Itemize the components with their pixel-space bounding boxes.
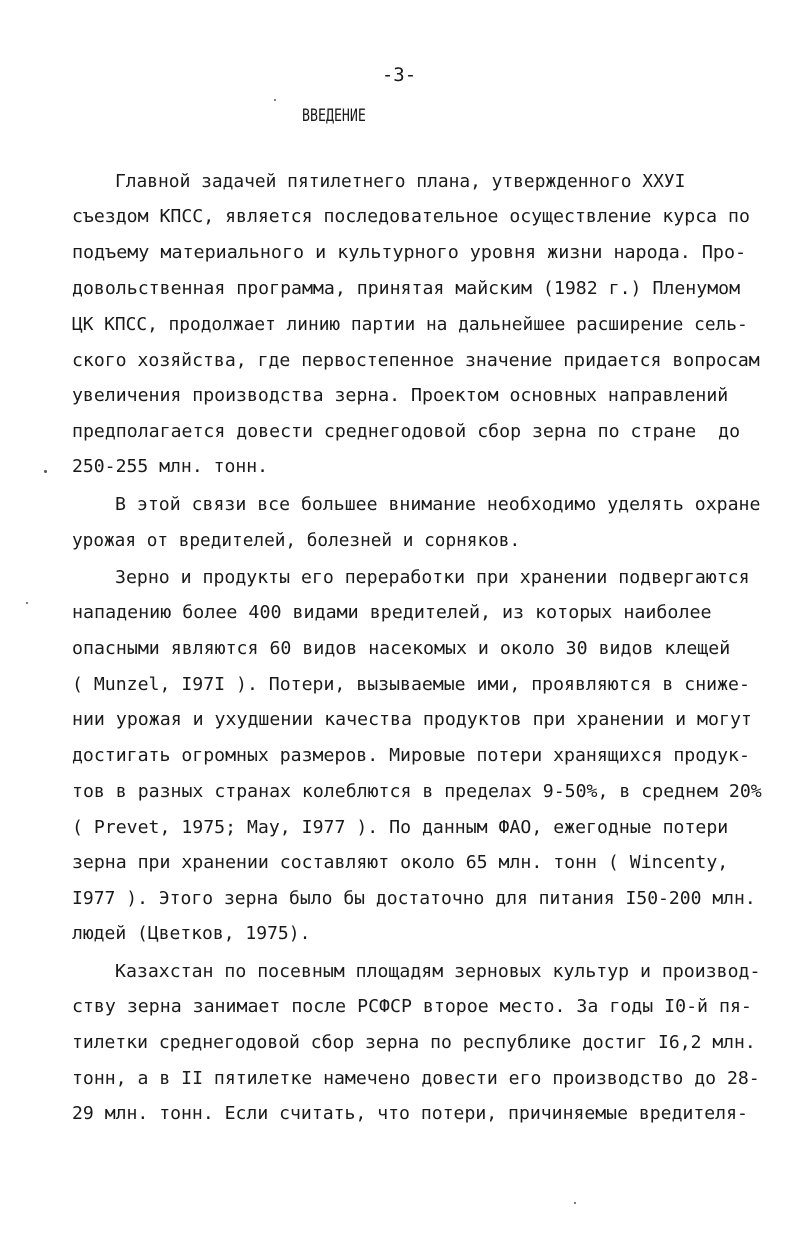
text-line: подъему материального и культурного уровня жизни народа. Про- <box>72 242 747 263</box>
text-line: тилетки среднегодовой сбор зерна по республике достиг I6,2 млн. <box>72 1032 756 1053</box>
text-line: съездом КПСС, является последовательное осуществление курса по <box>72 206 750 227</box>
text-line: довольственная программа, принятая майским (1982 г.) Пленумом <box>72 278 741 299</box>
text-line: Казахстан по посевным площадям зерновых культур и производ- <box>115 961 761 982</box>
text-line: Зерно и продукты его переработки при хранении подвергаются <box>115 567 750 588</box>
section-heading <box>0 106 668 126</box>
text-line: урожая от вредителей, болезней и сорняков. <box>72 530 521 551</box>
text-line: опасными являются 60 видов насекомых и около 30 видов клещей <box>72 638 731 659</box>
text-line: предполагается довести среднегодовой сбор зерна по стране до <box>72 421 741 442</box>
text-line: ЦК КПСС, продолжает линию партии на дальнейшее расширение сель- <box>72 314 748 335</box>
section-heading-text: ВВЕДЕНИЕ <box>302 106 366 126</box>
text-line: ( Prevet, 1975; May, I977 ). По данным ФАО, ежегодные потери <box>72 817 729 838</box>
text-line: ству зерна занимает после РСФСР второе место. За годы I0-й пя- <box>72 996 752 1017</box>
text-line: нападению более 400 видами вредителей, из которых наиболее <box>72 602 712 623</box>
text-line: В этой связи все большее внимание необходимо уделять охране <box>115 494 761 515</box>
text-line: ( Munzel, I97I ). Потери, вызываемые ими, проявляются в сниже- <box>72 674 750 695</box>
scan-speck <box>26 602 28 604</box>
text-line: Главной задачей пятилетнего плана, утвержденного XXУI <box>115 171 686 192</box>
scan-speck <box>274 99 276 101</box>
text-line: I977 ). Этого зерна было бы достаточно для питания I50-200 млн. <box>72 888 756 909</box>
text-line: зерна при хранении составляют около 65 млн. тонн ( Wincenty, <box>72 852 729 873</box>
text-line: ского хозяйства, где первостепенное значение придается вопросам <box>72 350 760 371</box>
scan-speck <box>44 470 47 473</box>
page-number: -3- <box>381 64 417 86</box>
scan-speck <box>574 1202 576 1204</box>
text-line: тов в разных странах колеблются в пределах 9-50%, в среднем 20% <box>72 781 762 802</box>
text-line: увеличения производства зерна. Проектом основных направлений <box>72 385 729 406</box>
text-line: достигать огромных размеров. Мировые потери хранящихся продук- <box>72 745 750 766</box>
text-line: людей (Цветков, 1975). <box>72 923 311 944</box>
text-line: 250-255 млн. тонн. <box>72 456 269 477</box>
text-line: 29 млн. тонн. Если считать, что потери, причиняемые вредителя- <box>72 1103 748 1124</box>
text-line: тонн, а в II пятилетке намечено довести его производство до 28- <box>72 1068 760 1089</box>
text-line: нии урожая и ухудшении качества продуктов при хранении и могут <box>72 709 752 730</box>
